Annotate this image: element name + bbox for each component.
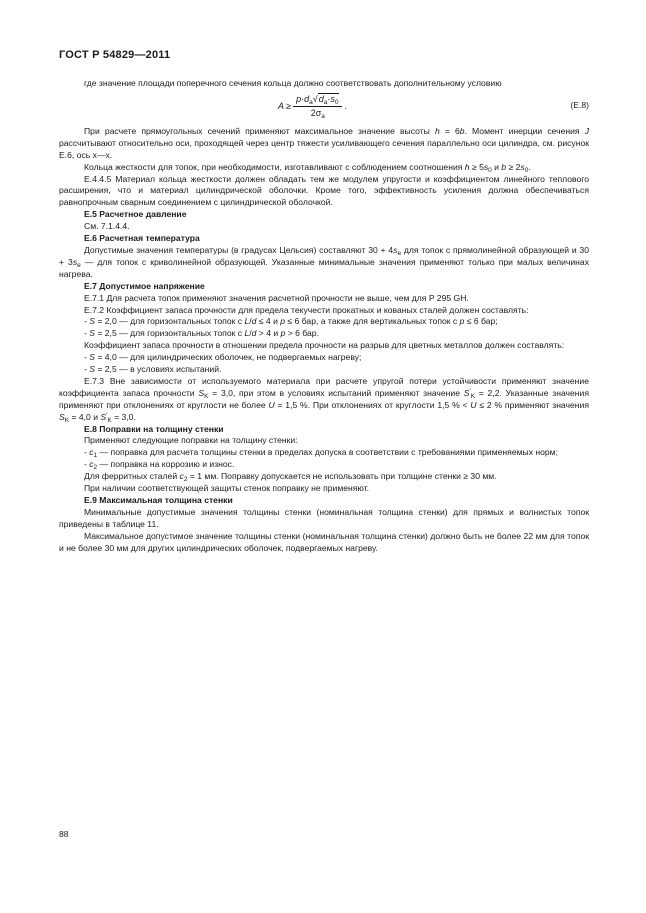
text-run: -	[84, 352, 90, 363]
sqrt-radicand	[318, 93, 340, 104]
text-run: — поправка на коррозию и износ.	[97, 459, 235, 470]
text-run: -	[84, 364, 90, 375]
var-c: c	[89, 459, 94, 470]
var-S: S	[59, 411, 65, 422]
var-L: L	[244, 316, 250, 327]
text-run: = 2,0 — для горизонтальных топок с	[94, 316, 245, 327]
var-s: s	[483, 161, 489, 172]
sub: 2	[183, 476, 188, 484]
page-number: 88	[59, 829, 69, 839]
paragraph-e9-max: Максимальное допустимое значение толщины стенки (номинальная толщина стенки) должно быть не более 22 мм для топок и не более 30 мм для других цилиндрических оболочек, подвергаемых нагреву.	[59, 530, 589, 553]
text-run: /	[249, 328, 252, 339]
var-S: S	[100, 411, 107, 422]
paragraph-e9-min: Минимальные допустимые значения толщины стенки (номинальная толщина стенки) для прямых и волнистых топок приведены в таблице 11.	[59, 506, 589, 529]
formula-expression	[278, 92, 347, 122]
sub: K	[107, 416, 112, 424]
sub: K	[204, 392, 209, 400]
text-run: = 3,0.	[111, 411, 136, 422]
standard-header: ГОСТ Р 54829—2011	[59, 49, 171, 61]
formula-denominator	[311, 107, 325, 120]
var-S: S	[463, 387, 470, 398]
var-s: s	[520, 161, 525, 172]
var-p: p	[459, 316, 465, 327]
sub: e	[397, 249, 402, 257]
sub: e	[77, 261, 81, 269]
var-h: h	[464, 161, 470, 172]
var-c: c	[89, 447, 94, 458]
radicand-d: d	[318, 93, 324, 104]
var-j: J	[584, 125, 589, 136]
text-run: . Момент инерции сечения	[464, 125, 585, 136]
formula-e8	[59, 92, 589, 124]
text-run: = 4,0 и	[69, 411, 101, 422]
var-S: S	[89, 364, 95, 375]
text-run: ≤ 2 % применяют значения	[476, 399, 589, 410]
text-run: = 1,5 %. При отклонениях от круглости 1,5 % <	[274, 399, 471, 410]
formula-number: (E.8)	[570, 99, 589, 110]
sub: 0	[488, 166, 492, 174]
text-run: -	[84, 316, 90, 327]
radicand-d-sub: a	[323, 98, 328, 106]
text-run: для топок с прямолинейной образующей и 30 + 3	[59, 244, 589, 267]
text-run: = 2,2. Указанные значения применяют при отклонениях от круглости не более	[59, 387, 589, 410]
text-run: = 3,0, при этом в условиях испытаний применяют значение	[208, 387, 464, 398]
text-run: = 2,5 — для горизонтальных топок с	[94, 328, 245, 339]
sup: ′	[469, 387, 471, 395]
text-run: Е.7.3 Вне зависимости от используемого материала при расчете упругой потери устойчивости применяют значение коэффициента запаса прочности	[59, 375, 589, 398]
var-d: d	[251, 328, 257, 339]
var-c: c	[179, 471, 184, 482]
text-run: — для топок с криволинейной образующей. Указанные минимальные значения применяют только при малых величинах нагрева.	[59, 256, 590, 279]
sqrt-sign: √	[312, 93, 318, 104]
text-run: — поправка для расчета толщины стенки в пределах допуска в соответствии с требованиями применяемых норм;	[97, 447, 558, 458]
heading-e9: Е.9 Максимальная толщина стенки	[84, 495, 233, 505]
text-run: ≤ 6 бар, а также для вертикальных топок с	[285, 316, 460, 327]
list-item-s-2-5	[59, 328, 589, 340]
heading-e8: Е.8 Поправки на толщину стенки	[84, 423, 224, 434]
denominator-text: 2σ	[310, 108, 322, 119]
list-item-s-4-0	[59, 352, 589, 364]
paragraph-e6	[59, 245, 589, 281]
text-run: ≤ 6 бар;	[464, 316, 498, 327]
var-S: S	[198, 387, 205, 398]
text-run: = 4,0 — для цилиндрических оболочек, не подвергаемых нагреву;	[94, 352, 362, 363]
var-U: U	[470, 399, 477, 410]
paragraph-nonferrous-coef: Коэффициент запаса прочности в отношении предела прочности на разрыв для цветных металлов должен составлять:	[84, 340, 565, 351]
formula-numerator	[293, 94, 342, 108]
paragraph-rectangular-sections	[59, 126, 589, 162]
paragraph-ferritic	[59, 471, 589, 483]
var-p: p	[280, 328, 286, 339]
text-run: ≤ 4 и	[256, 316, 281, 327]
var-S: S	[89, 328, 95, 339]
intro-paragraph: где значение площади поперечного сечения кольца должно соответствовать дополнительному условию	[84, 78, 502, 88]
text-run: Допустимые значения температуры (в градусах Цельсия) составляют 30 + 4	[84, 244, 394, 255]
text-run: > 6 бар.	[285, 328, 319, 339]
list-item-c1	[59, 447, 589, 459]
paragraph-e7-2: Е.7.2 Коэффициент запаса прочности для предела текучести прокатных и кованых сталей должен составлять:	[84, 304, 529, 315]
var-b: b	[459, 125, 465, 136]
text-run: рассчитывают относительно оси, проходящей через центр тяжести усиливающего сечения параллельно оси цилиндра, см. рисунок Е.6, ось x—x.	[59, 137, 589, 160]
radicand-s: ·s	[327, 93, 335, 104]
text-run: Для ферритных сталей	[84, 471, 180, 482]
var-U: U	[268, 399, 275, 410]
heading-e6: Е.6 Расчетная температура	[84, 233, 200, 244]
text-run: -	[84, 447, 90, 458]
text-run: .	[528, 161, 531, 172]
text-run: ≥ 5	[469, 161, 484, 172]
sub: 0	[524, 166, 529, 174]
var-p: p	[280, 316, 286, 327]
text-run: /	[249, 316, 252, 327]
paragraph-e5: См. 7.1.4.4.	[84, 221, 130, 232]
text-run: и	[491, 161, 502, 172]
var-S: S	[89, 316, 95, 327]
text-run: > 4 и	[256, 328, 281, 339]
sub: K	[470, 392, 476, 400]
radicand-s-sub: 0	[334, 98, 339, 106]
formula-period: .	[344, 100, 347, 111]
sub: K	[64, 416, 70, 424]
heading-e7: Е.7 Допустимое напряжение	[84, 280, 205, 291]
list-item-c2	[59, 459, 589, 471]
numerator-text: p·d	[296, 93, 310, 104]
paragraph-e4-4-5: Е.4.4.5 Материал кольца жесткости должен обладать тем же модулем упругости и коэффициентом линейного теплового расширения, что и материал цилиндрической оболочки. Кроме того, эффективность усиления должна обеспечиваться равнопрочным сварным соединением с цилиндрической оболочкой.	[59, 173, 589, 208]
list-item-s-2-0	[59, 316, 589, 328]
var-b: b	[501, 161, 507, 172]
var-S: S	[89, 352, 95, 363]
text-run: -	[84, 328, 90, 339]
text-run: = 6	[439, 125, 460, 136]
list-item-s-2-5-test	[59, 364, 589, 376]
sup: ′	[106, 411, 108, 419]
paragraph-stiffening-rings	[59, 162, 589, 174]
sub: 2	[93, 464, 98, 472]
paragraph-e8: Применяют следующие поправки на толщину стенки:	[84, 435, 298, 446]
var-L: L	[244, 328, 250, 339]
var-h: h	[434, 125, 440, 136]
text-run: При расчете прямоугольных сечений применяют максимальное значение высоты	[84, 125, 435, 136]
denominator-sub: a	[321, 113, 325, 121]
formula-lhs: A ≥	[278, 100, 292, 111]
sub: 1	[93, 452, 98, 460]
text-run: ≥ 2	[506, 161, 521, 172]
page-body	[59, 78, 589, 555]
text-run: Кольца жесткости для топок, при необходимости, изготавливают с соблюдением соотношения	[84, 161, 465, 172]
paragraph-e7-1: Е.7.1 Для расчета топок применяют значения расчетной прочности не выше, чем для P 295 GH.	[84, 292, 469, 303]
heading-e5: Е.5 Расчетное давление	[84, 209, 187, 220]
text-run: -	[84, 459, 90, 470]
text-run: = 2,5 — в условиях испытаний.	[94, 364, 222, 375]
paragraph-protection: При наличии соответствующей защиты стенок поправку не применяют.	[84, 483, 370, 494]
var-s: s	[393, 244, 398, 255]
var-d: d	[251, 316, 257, 327]
var-s: s	[72, 256, 78, 267]
formula-fraction	[293, 94, 342, 121]
text-run: = 1 мм. Поправку допускается не использовать при толщине стенки ≥ 30 мм.	[187, 471, 497, 482]
paragraph-e7-3	[59, 376, 589, 424]
numerator-sub: a	[309, 98, 313, 106]
